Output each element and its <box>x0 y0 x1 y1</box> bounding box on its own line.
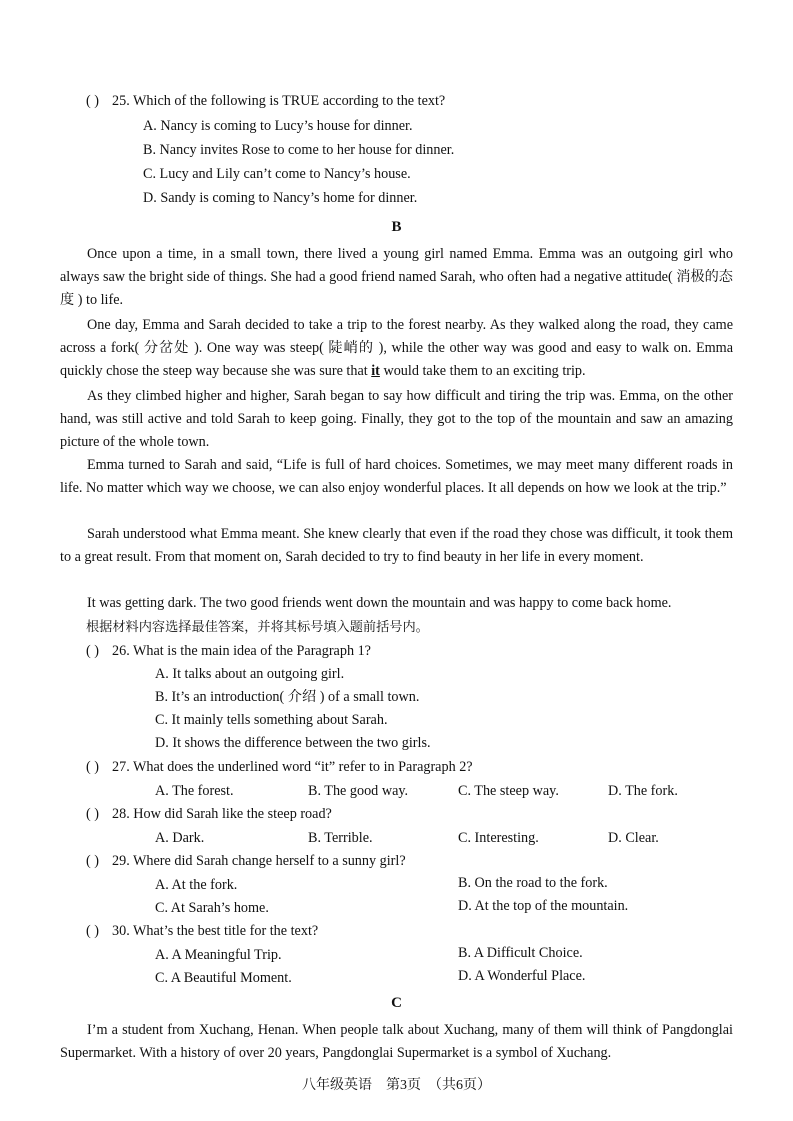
paragraph-text: I’m a student from Xuchang, Henan. When people talk about Xuchang, many of them will think of Pangdonglai Supermarket. With a history of over 20 years, Pangdonglai Supermarket is a symbol of Xuchang. <box>60 1022 733 1062</box>
option-a: A. Nancy is coming to Lucy’s house for dinner. <box>143 118 413 134</box>
option-c: C. The steep way. <box>458 783 559 799</box>
paragraph-text: Emma turned to Sarah and said, “Life is full of hard choices. Sometimes, we may meet many different roads in life. No matter which way we choose, we can also enjoy wonderful places. It all depends on how we look at the trip.” <box>60 457 733 497</box>
paragraph-text: Sarah understood what Emma meant. She knew clearly that even if the road they chose was difficult, it took them to a great result. From that moment on, Sarah decided to try to find beauty in her life in every moment. <box>60 526 733 566</box>
option-d: D. Sandy is coming to Nancy’s home for dinner. <box>143 190 418 206</box>
question-stem: 29. Where did Sarah change herself to a sunny girl? <box>112 853 406 869</box>
option-d: D. A Wonderful Place. <box>458 968 586 984</box>
paragraph-c1 <box>60 1019 733 1065</box>
option-a: A. It talks about an outgoing girl. <box>155 666 345 682</box>
paragraph-text: As they climbed higher and higher, Sarah began to say how difficult and tiring the trip was. Emma, on the other hand, was still active and told Sarah to keep going. Finally, they got to the top of the mountain and saw an amazing picture of the whole town. <box>60 388 733 451</box>
option-b: B. It’s an introduction( 介绍 ) of a small town. <box>155 689 420 705</box>
paragraph-b2 <box>60 314 733 384</box>
answer-bracket[interactable]: ( ) <box>86 93 99 109</box>
section-heading-c: C <box>391 995 402 1011</box>
underlined-word: it <box>371 363 380 380</box>
paragraph-b6 <box>60 592 733 615</box>
option-a: A. A Meaningful Trip. <box>155 947 282 963</box>
paragraph-b5 <box>60 523 733 569</box>
option-d: D. The fork. <box>608 783 678 799</box>
option-b: B. A Difficult Choice. <box>458 945 583 961</box>
question-25 <box>86 90 445 113</box>
question-stem: 27. What does the underlined word “it” refer to in Paragraph 2? <box>112 759 473 775</box>
paragraph-b4 <box>60 454 733 500</box>
answer-bracket[interactable]: ( ) <box>86 853 99 869</box>
question-29 <box>86 850 406 873</box>
question-stem: 25. Which of the following is TRUE according to the text? <box>112 93 446 109</box>
question-30 <box>86 920 318 943</box>
option-c: C. Interesting. <box>458 830 539 846</box>
option-c: C. A Beautiful Moment. <box>155 970 292 986</box>
option-c: C. Lucy and Lily can’t come to Nancy’s house. <box>143 166 411 182</box>
option-a: A. Dark. <box>155 830 205 846</box>
option-b: B. On the road to the fork. <box>458 875 608 891</box>
paragraph-text: One day, Emma and Sarah decided to take a trip to the forest nearby. As they walked along the road, they came across a fork( 分岔处 ). One way was steep( 陡峭的 ), while the other way was good and easy to walk on. Emma quickly chose the steep way because she was sure that <box>60 317 733 380</box>
section-heading-b: B <box>391 219 402 235</box>
question-26 <box>86 640 371 663</box>
paragraph-text: would take them to an exciting trip. <box>379 363 586 380</box>
option-c: C. It mainly tells something about Sarah. <box>155 712 388 728</box>
option-a: A. The forest. <box>155 783 234 799</box>
instruction: 根据材料内容选择最佳答案，并将其标号填入题前括号内。 <box>86 620 429 635</box>
paragraph-text: Once upon a time, in a small town, there lived a young girl named Emma. Emma was an outgoing girl who always saw the bright side of things. She had a good friend named Sarah, who often had a negative attitude( 消极的态度 ) to life. <box>60 246 733 309</box>
answer-bracket[interactable]: ( ) <box>86 643 99 659</box>
page-footer: 八年级英语 第3页 （共6页） <box>302 1078 491 1093</box>
answer-bracket[interactable]: ( ) <box>86 923 99 939</box>
paragraph-b3 <box>60 385 733 455</box>
question-28 <box>86 803 332 826</box>
option-a: A. At the fork. <box>155 877 238 893</box>
question-stem: 26. What is the main idea of the Paragraph 1? <box>112 643 371 659</box>
option-d: D. At the top of the mountain. <box>458 898 629 914</box>
option-b: B. The good way. <box>308 783 409 799</box>
answer-bracket[interactable]: ( ) <box>86 806 99 822</box>
option-b: B. Nancy invites Rose to come to her house for dinner. <box>143 142 455 158</box>
paragraph-b1 <box>60 243 733 313</box>
question-stem: 30. What’s the best title for the text? <box>112 923 319 939</box>
option-c: C. At Sarah’s home. <box>155 900 269 916</box>
option-b: B. Terrible. <box>308 830 373 846</box>
answer-bracket[interactable]: ( ) <box>86 759 99 775</box>
paragraph-text: It was getting dark. The two good friends went down the mountain and was happy to come back home. <box>87 595 672 611</box>
question-stem: 28. How did Sarah like the steep road? <box>112 806 332 822</box>
question-27 <box>86 756 473 779</box>
option-d: D. Clear. <box>608 830 659 846</box>
option-d: D. It shows the difference between the two girls. <box>155 735 431 751</box>
